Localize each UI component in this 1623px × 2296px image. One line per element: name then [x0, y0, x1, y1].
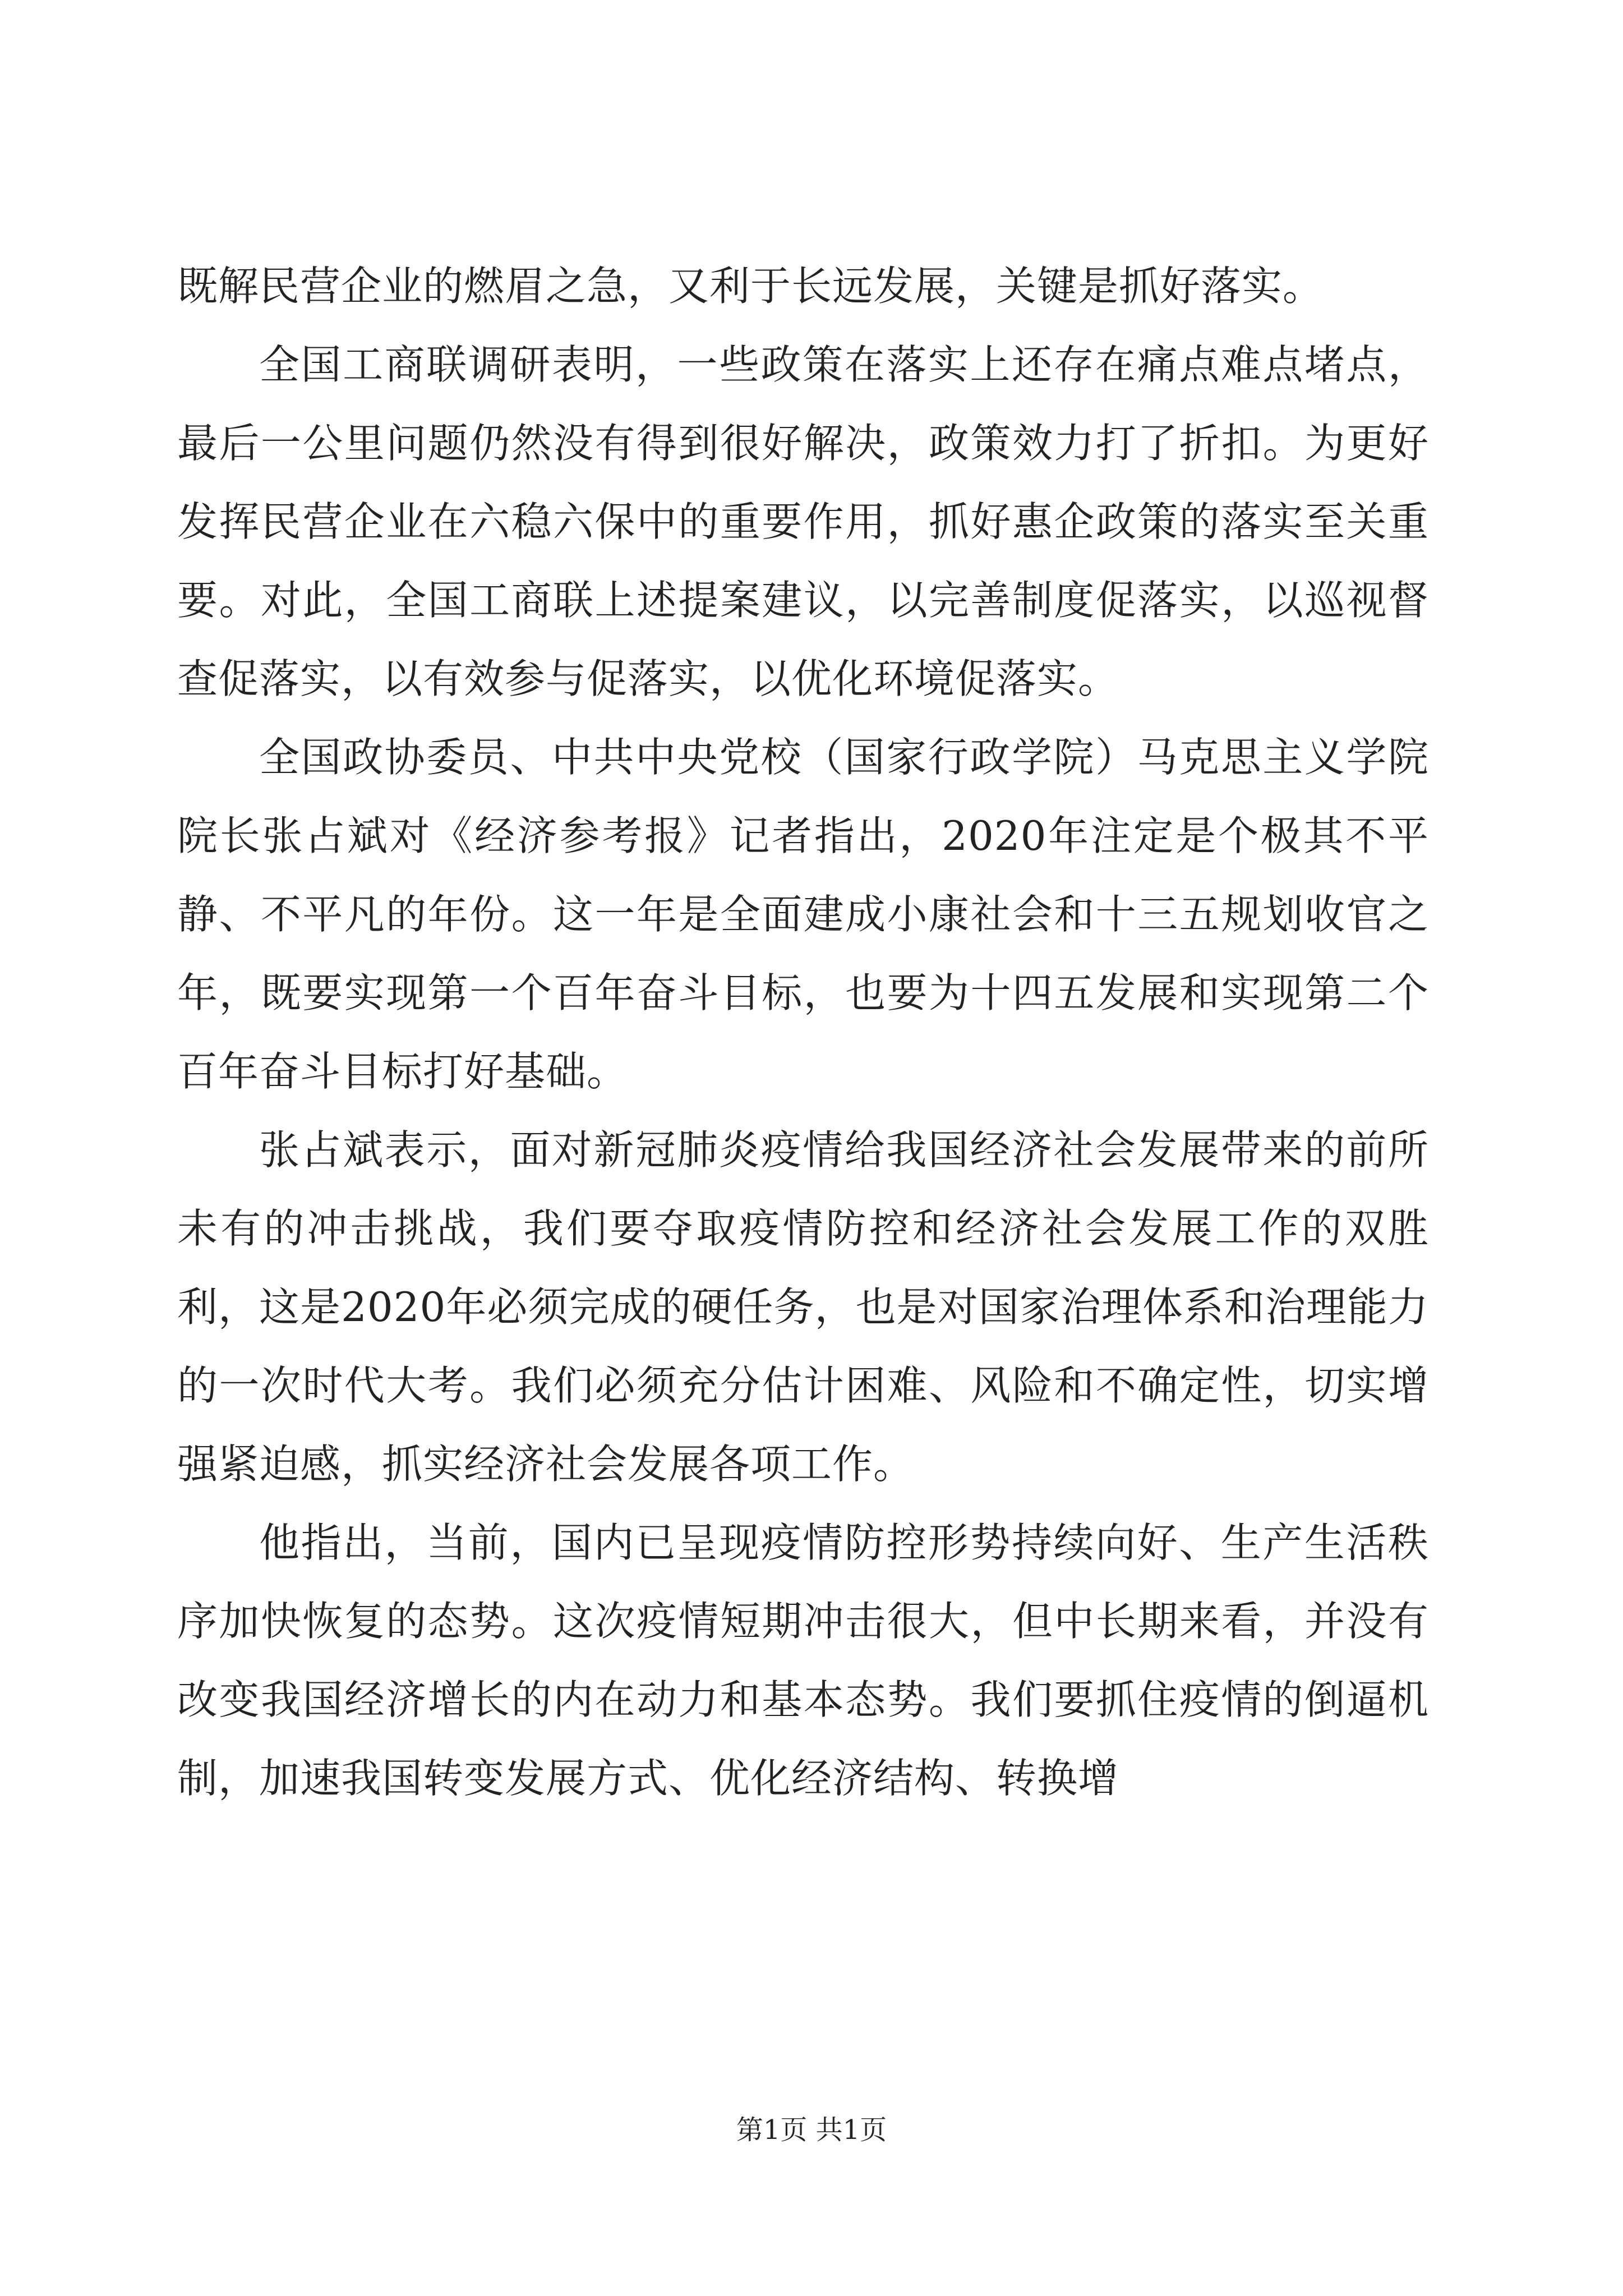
paragraph: 张占斌表示，面对新冠肺炎疫情给我国经济社会发展带来的前所未有的冲击挑战，我们要夺取疫情防控和经济社会发展工作的双胜利，这是2020年必须完成的硬任务，也是对国家治理体系和治理能力的一次时代大考。我们必须充分估计困难、风险和不确定性，切实增强紧迫感，抓实经济社会发展各项工作。 [177, 1126, 1429, 1488]
page-footer: 第1页 共1页 [736, 2114, 887, 2146]
paragraph: 全国政协委员、中共中央党校（国家行政学院）马克思主义学院院长张占斌对《经济参考报》记者指出，2020年注定是个极其不平静、不平凡的年份。这一年是全面建成小康社会和十三五规划收官之年，既要实现第一个百年奋斗目标，也要为十四五发展和实现第二个百年奋斗目标打好基础。 [177, 734, 1429, 1095]
paragraph: 全国工商联调研表明，一些政策在落实上还存在痛点难点堵点，最后一公里问题仍然没有得到很好解决，政策效力打了折扣。为更好发挥民营企业在六稳六保中的重要作用，抓好惠企政策的落实至关重要。对此，全国工商联上述提案建议，以完善制度促落实，以巡视督查促落实，以有效参与促落实，以优化环境促落实。 [177, 341, 1429, 702]
paragraph: 他指出，当前，国内已呈现疫情防控形势持续向好、生产生活秩序加快恢复的态势。这次疫情短期冲击很大，但中长期来看，并没有改变我国经济增长的内在动力和基本态势。我们要抓住疫情的倒逼机制，加速我国转变发展方式、优化经济结构、转换增 [177, 1519, 1429, 1802]
paragraph-continuation: 既解民营企业的燃眉之急，又利于长远发展，关键是抓好落实。 [177, 263, 1324, 310]
document-body [177, 247, 1429, 1818]
